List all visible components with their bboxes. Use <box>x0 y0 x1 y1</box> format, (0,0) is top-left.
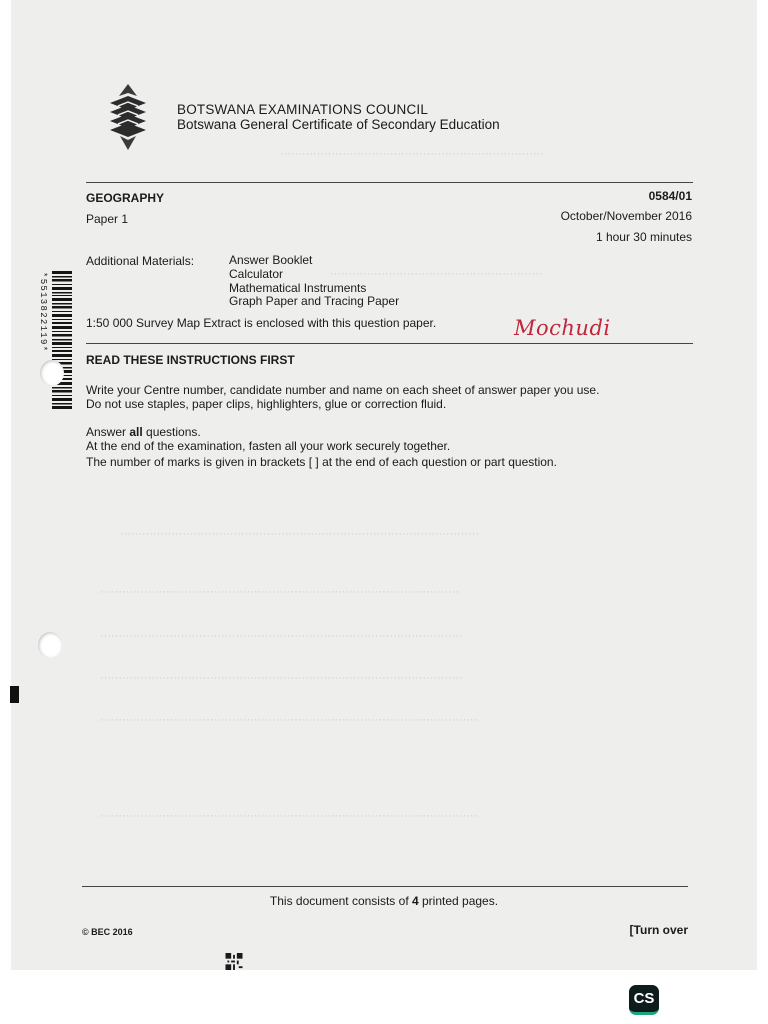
turn-over-note: [Turn over <box>629 923 688 937</box>
materials-list <box>229 254 399 309</box>
edge-marker <box>10 686 19 703</box>
header-divider <box>86 182 693 183</box>
instruction-line: At the end of the examination, fasten all your work securely together. <box>86 439 451 453</box>
punch-hole <box>38 632 62 658</box>
map-extract-note: 1:50 000 Survey Map Extract is enclosed with this question paper. <box>86 316 437 330</box>
page-count-text: This document consists of <box>269 894 412 908</box>
bec-logo-icon <box>106 84 150 150</box>
barcode-icon <box>52 271 72 409</box>
subject-title: GEOGRAPHY <box>86 191 165 205</box>
handwritten-name: Mochudi <box>514 316 611 340</box>
exam-duration: 1 hour 30 minutes <box>595 230 692 244</box>
footer-divider <box>82 886 688 887</box>
exam-session: October/November 2016 <box>560 209 692 223</box>
page-count-text: printed pages. <box>418 894 499 908</box>
instruction-text: questions. <box>142 425 201 439</box>
instruction-line: The number of marks is given in brackets [ ] at the end of each question or part question. <box>86 455 557 469</box>
council-name: BOTSWANA EXAMINATIONS COUNCIL <box>177 102 429 117</box>
copyright-notice: © BEC 2016 <box>82 927 133 937</box>
camscanner-badge: CS <box>629 985 659 1015</box>
punch-hole <box>40 360 64 386</box>
instruction-line: Write your Centre number, candidate number and name on each sheet of answer paper you use. <box>86 383 600 397</box>
instructions-divider <box>86 343 693 344</box>
show-through-text: ·························································· <box>330 268 543 280</box>
material-item: Graph Paper and Tracing Paper <box>229 294 400 309</box>
materials-label: Additional Materials: <box>86 254 195 268</box>
show-through-text: ·································································································· <box>100 586 459 598</box>
qualification-name: Botswana General Certificate of Secondary Education <box>177 117 500 132</box>
material-item: Mathematical Instruments <box>229 280 367 295</box>
show-through-text: ········································································ <box>280 148 544 160</box>
instruction-line: Do not use staples, paper clips, highlighters, glue or correction fluid. <box>86 397 447 411</box>
show-through-text: ·································································································· <box>120 528 479 540</box>
show-through-text: ··································································································· <box>100 672 463 684</box>
paper-number: Paper 1 <box>86 212 129 226</box>
page-count-note <box>0 894 768 908</box>
qr-code-icon <box>225 953 243 970</box>
show-through-text: ······································································································· <box>100 810 478 822</box>
instruction-answer-all <box>86 425 201 439</box>
barcode-number: *5513822119* <box>38 272 48 353</box>
page-count-number: 4 <box>411 894 419 908</box>
material-item: Answer Booklet <box>229 253 313 267</box>
show-through-text: ··································································································· <box>100 630 463 642</box>
show-through-text: ······································································································· <box>100 714 478 726</box>
instruction-text: Answer <box>86 425 130 439</box>
instructions-heading: READ THESE INSTRUCTIONS FIRST <box>86 353 295 367</box>
material-item: Calculator <box>229 266 284 281</box>
syllabus-code: 0584/01 <box>648 189 692 203</box>
instruction-emphasis: all <box>129 425 143 439</box>
